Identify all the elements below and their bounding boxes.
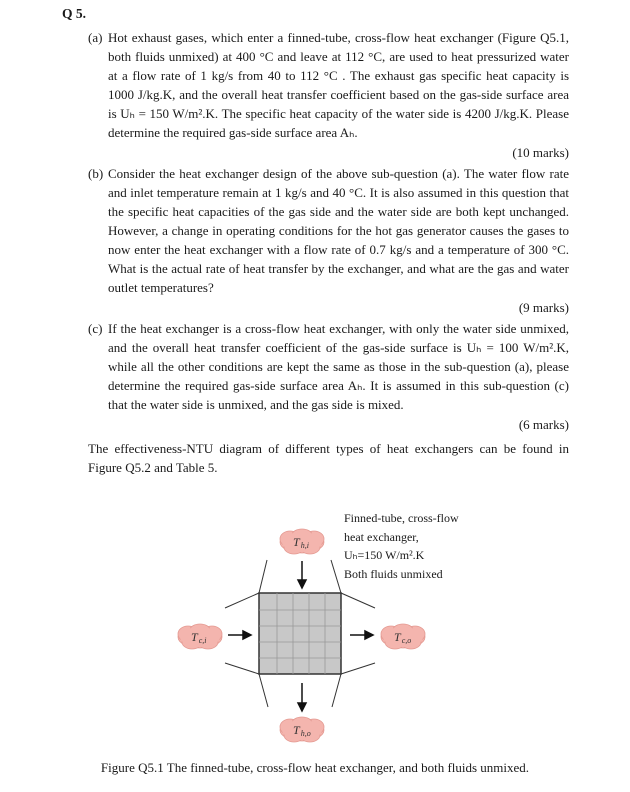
- text-line: determine the required gas-side surface area Aₕ. It is assumed in this sub-question (c): [108, 378, 569, 393]
- text-line: However, a change in operating conditions for the hot gas generator causes the gases to: [108, 223, 569, 238]
- text-line: determine the required gas-side surface area Aₕ.: [108, 125, 358, 140]
- temperature-label: Th,o: [293, 723, 311, 738]
- marks-label: (9 marks): [518, 300, 569, 315]
- cold-inlet-temp-cloud: [178, 624, 222, 649]
- text-line: at a flow rate of 1 kg/s from 40 to 112 °C . The exhaust gas specific heat capacity is: [108, 68, 569, 83]
- text-line: Figure Q5.2 and Table 5.: [88, 460, 218, 475]
- text-line: while all the other conditions are kept the same as those in the sub-question (a), please: [108, 359, 569, 374]
- diagram-label-line: Both fluids unmixed: [344, 566, 443, 581]
- diagram-label-line: Finned-tube, cross-flow: [344, 511, 459, 525]
- text-line: is Uₕ = 150 W/m².K. The specific heat capacity of the water side is 4200 J/kg.K. Please: [108, 106, 569, 121]
- diagram-description: [344, 509, 459, 583]
- arrow-down-icon: [298, 580, 306, 588]
- text-line: and the overall heat transfer coefficient of the gas-side surface is Uₕ = 100 W/m².K,: [108, 340, 569, 355]
- text-line: now enter the heat exchanger with a flow rate of 0.7 kg/s and a temperature of 300 °C.: [108, 242, 569, 257]
- text-line: What is the actual rate of heat transfer by the exchanger, and what are the gas and water: [108, 261, 569, 276]
- text-line: Consider the heat exchanger design of the above sub-question (a). The water flow rate: [108, 166, 569, 181]
- marks-label: (6 marks): [518, 417, 569, 432]
- hot-outlet-temp-cloud: [280, 717, 324, 742]
- text-line: outlet temperatures?: [108, 280, 214, 295]
- exchanger-core: [259, 593, 341, 674]
- text-line: 1000 J/kg.K, and the overall heat transfer coefficient based on the gas-side surface area: [108, 87, 569, 102]
- arrow-right-icon: [243, 631, 251, 639]
- temperature-label: Tc,i: [191, 630, 207, 645]
- text-line: The effectiveness-NTU diagram of different types of heat exchangers can be found in: [88, 441, 569, 456]
- diagram-label-line: heat exchanger,: [344, 529, 419, 544]
- text-line: that the water side is unmixed, and the gas side is mixed.: [108, 397, 404, 412]
- diagram-label-line: Uₕ=150 W/m².K: [344, 548, 425, 562]
- text-line: and inlet temperature remain at 1 kg/s and 40 °C. It is also assumed in this question that: [108, 185, 569, 200]
- text-line: If the heat exchanger is a cross-flow heat exchanger, with only the water side unmixed,: [108, 321, 569, 336]
- text-line: the specific heat capacities of the gas side and the water side are both kept unchanged.: [108, 204, 569, 219]
- arrow-right-icon: [365, 631, 373, 639]
- cold-outlet-temp-cloud: [381, 624, 425, 649]
- question-number: Q 5.: [62, 6, 87, 21]
- temperature-label: Tc,o: [394, 630, 412, 645]
- part-label: (c): [88, 321, 103, 336]
- hot-inlet-temp-cloud: [280, 529, 324, 554]
- figure-caption: Figure Q5.1 The finned-tube, cross-flow heat exchanger, and both fluids unmixed.: [100, 760, 530, 775]
- text-line: both fluids unmixed) at 400 °C and leave at 112 °C, are used to heat pressurized water: [108, 49, 569, 64]
- marks-label: (10 marks): [512, 145, 569, 160]
- part-label: (b): [88, 166, 104, 181]
- text-line: Hot exhaust gases, which enter a finned-tube, cross-flow heat exchanger (Figure Q5.1,: [108, 30, 569, 45]
- temperature-label: Th,i: [293, 535, 309, 550]
- arrow-down-icon: [298, 703, 306, 711]
- part-label: (a): [88, 30, 103, 45]
